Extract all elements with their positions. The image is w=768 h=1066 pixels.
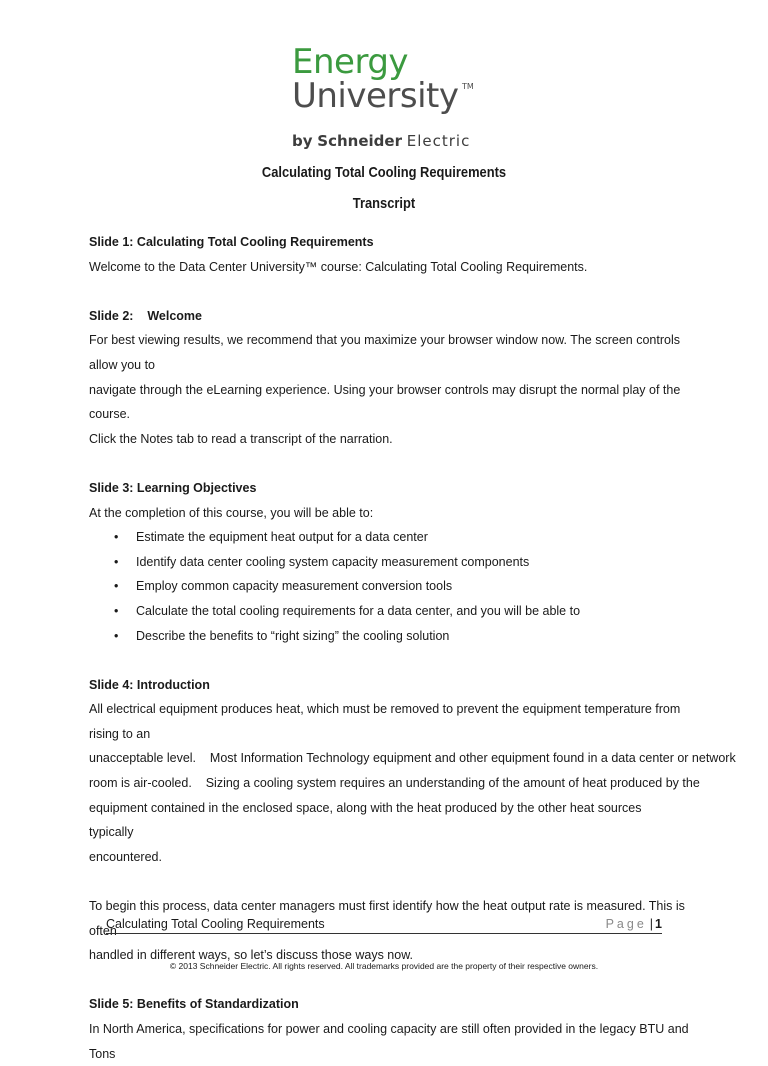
document-title: Calculating Total Cooling Requirements bbox=[261, 164, 507, 181]
slide-3-heading: Slide 3: Learning Objectives bbox=[89, 480, 257, 495]
slide-2-line: For best viewing results, we recommend that you maximize your browser window now. The screen controls allow you to bbox=[89, 333, 680, 372]
logo-by: by bbox=[292, 132, 313, 150]
list-item: • Calculate the total cooling requirements for a data center, and you will be able to bbox=[114, 599, 689, 624]
list-item: • Estimate the equipment heat output for a data center bbox=[114, 525, 689, 550]
list-item: • Identify data center cooling system capacity measurement components bbox=[114, 550, 689, 575]
logo-trademark: TM bbox=[462, 82, 474, 91]
energy-university-logo bbox=[292, 44, 482, 154]
page-number-value: 1 bbox=[655, 917, 662, 931]
slide-2-line: Click the Notes tab to read a transcript of the narration. bbox=[89, 431, 393, 446]
slide-5-line: In North America, specifications for power and cooling capacity are still often provided in the legacy BTU and Tons bbox=[89, 1022, 689, 1061]
spacer bbox=[89, 648, 689, 673]
slide-3-intro: At the completion of this course, you will be able to: bbox=[89, 505, 374, 520]
slide-4-line: equipment contained in the enclosed space, along with the heat produced by the other heat sources typically bbox=[89, 800, 642, 840]
list-item: • Describe the benefits to “right sizing” the cooling solution bbox=[114, 624, 689, 649]
footer-title: Calculating Total Cooling Requirements bbox=[106, 917, 325, 931]
slide-4-line: To begin this process, data center managers must first identify how the heat output rate is measured. This is often bbox=[89, 899, 685, 938]
logo-schneider: Schneider bbox=[317, 132, 402, 150]
logo-energy-text: Energy bbox=[292, 42, 409, 82]
document-subtitle: Transcript bbox=[352, 195, 416, 212]
learning-objectives-list bbox=[89, 525, 689, 648]
slide-4-line: room is air-cooled. Sizing a cooling system requires an understanding of the amount of heat produced by the bbox=[89, 776, 700, 791]
list-item: • Employ common capacity measurement conversion tools bbox=[114, 574, 689, 599]
spacer bbox=[89, 451, 689, 476]
slide-4-line: handled in different ways, so let’s discuss those ways now. bbox=[89, 948, 414, 963]
page-label: Page bbox=[605, 917, 647, 931]
logo-byline bbox=[292, 132, 470, 150]
slide-5-heading: Slide 5: Benefits of Standardization bbox=[89, 997, 299, 1012]
spacer bbox=[89, 869, 689, 894]
logo-university-text: University bbox=[292, 76, 459, 116]
page-separator: | bbox=[649, 917, 654, 931]
slide-4-line: All electrical equipment produces heat, which must be removed to prevent the equipment temperature from rising to an bbox=[89, 702, 681, 741]
transcript-body bbox=[89, 230, 736, 1066]
spacer bbox=[89, 279, 689, 304]
slide-2-heading: Slide 2: Welcome bbox=[89, 308, 203, 323]
slide-2-line: navigate through the eLearning experience. Using your browser controls may disrupt the normal play of the course. bbox=[89, 382, 681, 422]
slide-4-line: unacceptable level. Most Information Technology equipment and other equipment found in a data center or network bbox=[89, 751, 736, 766]
slide-1-text: Welcome to the Data Center University™ course: Calculating Total Cooling Requirements. bbox=[89, 259, 588, 274]
logo-electric: Electric bbox=[406, 132, 471, 150]
spacer bbox=[89, 968, 689, 993]
page-number bbox=[606, 917, 662, 931]
slide-4-heading: Slide 4: Introduction bbox=[89, 677, 210, 692]
slide-4-line: encountered. bbox=[89, 849, 162, 864]
slide-1-heading: Slide 1: Calculating Total Cooling Requirements bbox=[89, 235, 374, 249]
copyright-notice: © 2013 Schneider Electric. All rights reserved. All trademarks provided are the property of their respective owners. bbox=[169, 961, 599, 971]
page-footer bbox=[106, 917, 662, 934]
